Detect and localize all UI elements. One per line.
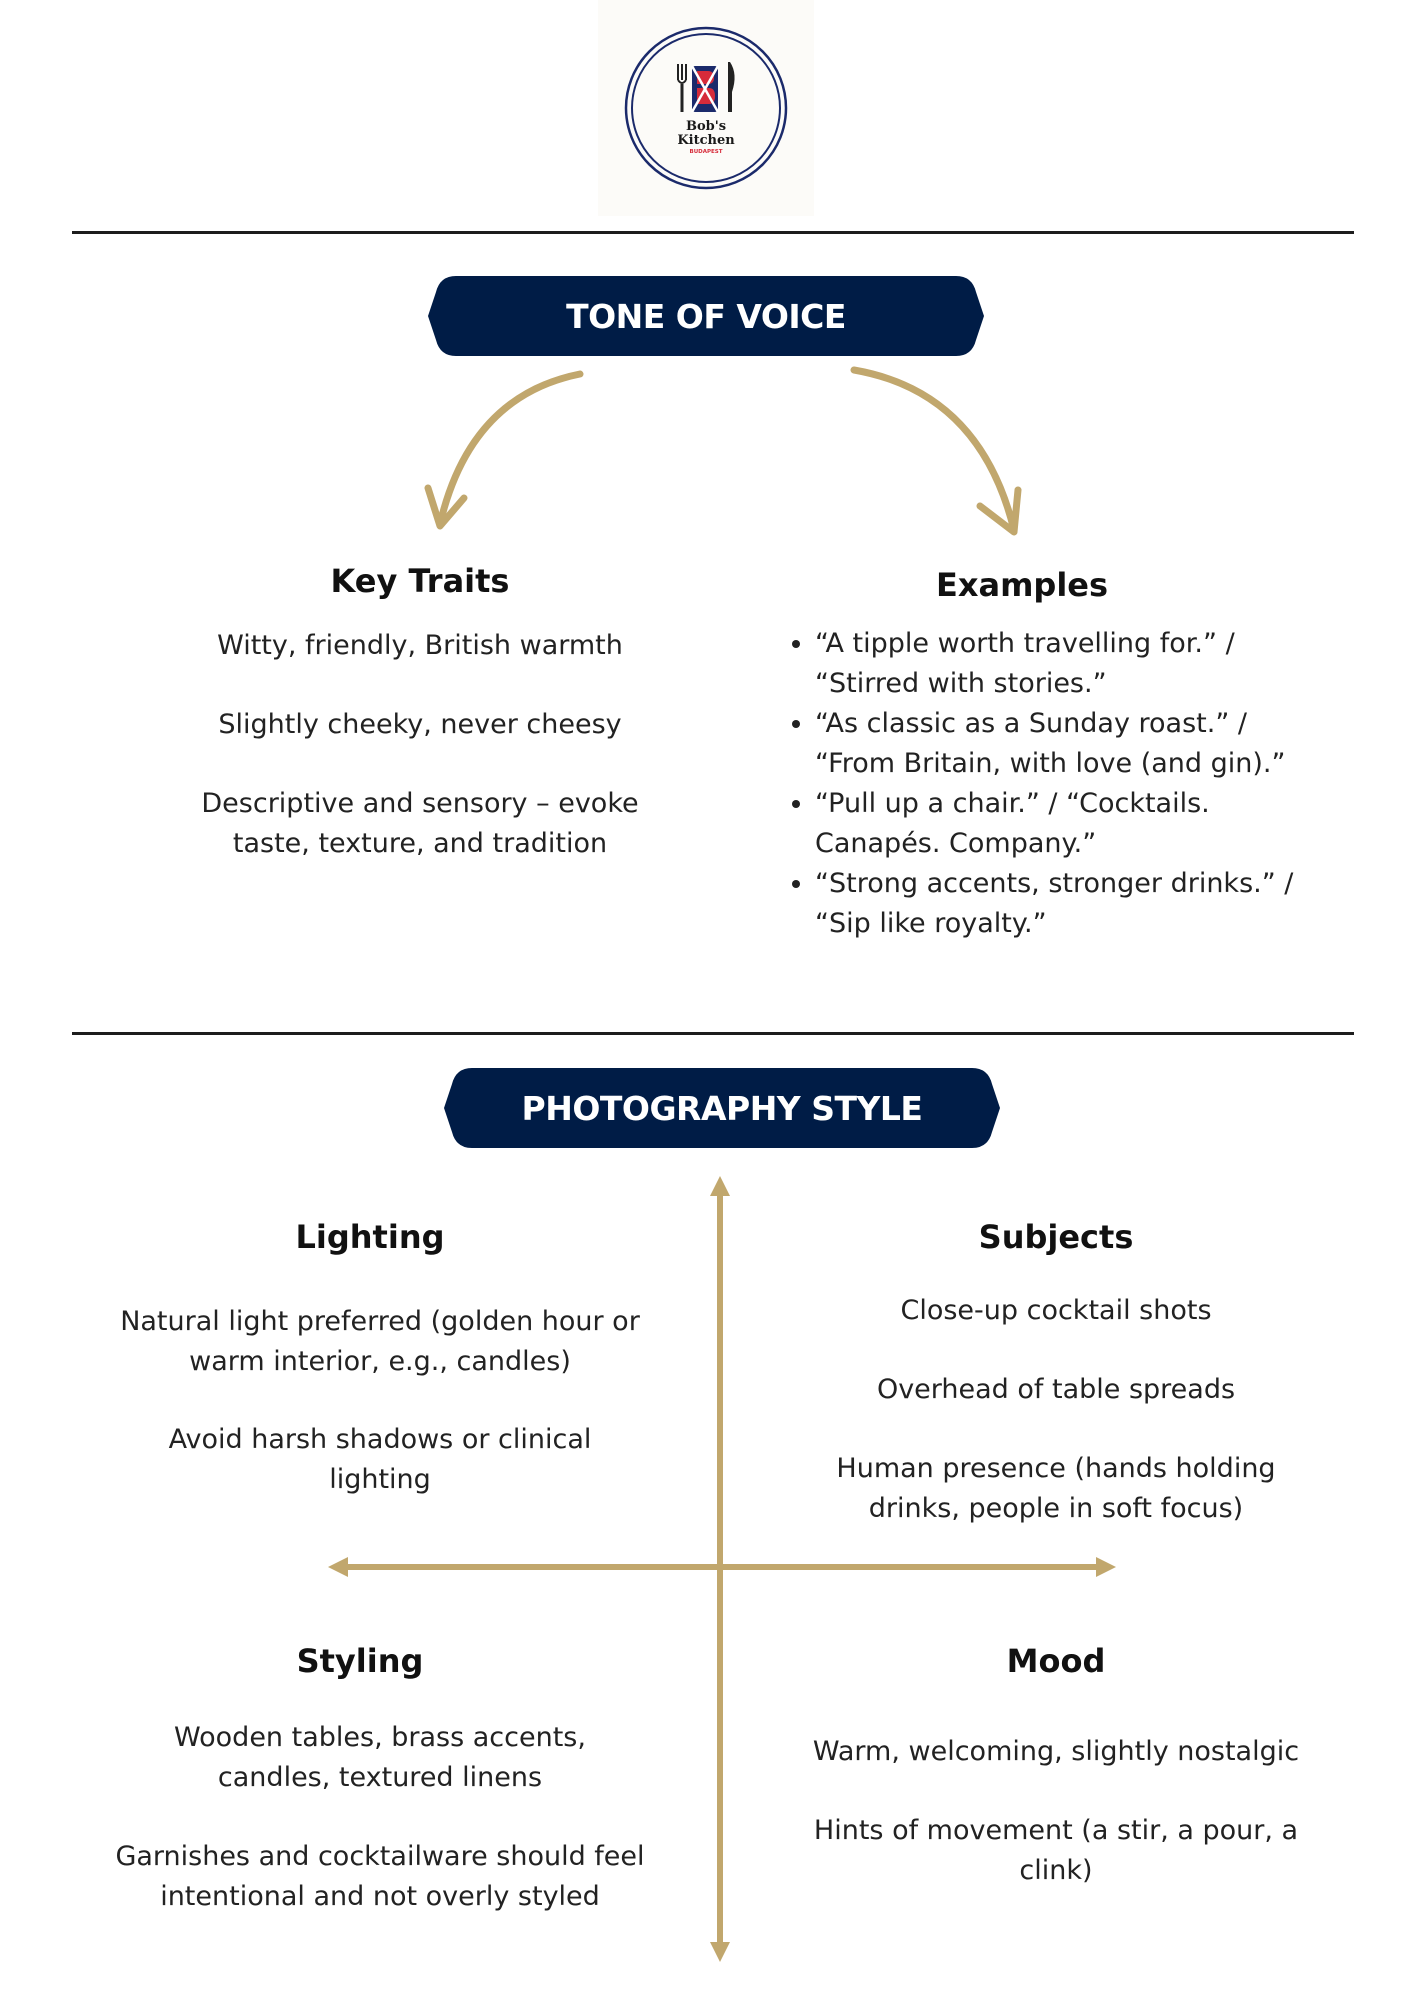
example-item: • “As classic as a Sunday roast.” / “From Britain, with love (and gin).” [815, 704, 1335, 784]
key-trait-item: Witty, friendly, British warmth [217, 630, 623, 661]
key-traits-heading: Key Traits [330, 562, 510, 600]
arrow-up-icon [710, 1176, 730, 1196]
lighting-heading: Lighting [295, 1218, 445, 1256]
photography-style-banner [444, 1068, 1000, 1148]
arrow-down-icon [710, 1942, 730, 1962]
curved-arrow-right-icon [854, 370, 1014, 530]
subjects-item: Close-up cocktail shots [900, 1295, 1212, 1326]
arrow-right-icon [1096, 1557, 1116, 1577]
styling-item: Garnishes and cocktailware should feel intentional and not overly styled [115, 1841, 645, 1912]
examples-heading: Examples [935, 566, 1109, 604]
subjects-item: Overhead of table spreads [876, 1374, 1236, 1405]
tone-of-voice-title: TONE OF VOICE [566, 296, 846, 336]
mood-heading: Mood [1006, 1642, 1106, 1680]
key-trait-item: Slightly cheeky, never cheesy [218, 709, 622, 740]
logo-line1: Bob's [685, 119, 727, 134]
key-trait-item: Descriptive and sensory – evoke taste, texture, and tradition [201, 788, 639, 859]
example-item: • “Strong accents, stronger drinks.” / “Sip like royalty.” [815, 864, 1335, 944]
mood-item: Hints of movement (a stir, a pour, a clink) [813, 1815, 1299, 1886]
example-item: • “Pull up a chair.” / “Cocktails. Canapés. Company.” [815, 784, 1335, 864]
example-item: • “A tipple worth travelling for.” / “Stirred with stories.” [815, 624, 1335, 704]
examples-list [779, 624, 1335, 944]
divider-middle [72, 1032, 1354, 1035]
subjects-heading: Subjects [978, 1218, 1134, 1256]
styling-item: Wooden tables, brass accents, candles, textured linens [174, 1722, 586, 1793]
arrow-left-icon [328, 1557, 348, 1577]
photography-style-title: PHOTOGRAPHY STYLE [521, 1088, 923, 1128]
styling-heading: Styling [296, 1642, 424, 1680]
logo-line2: Kitchen [677, 133, 735, 148]
lighting-item: Avoid harsh shadows or clinical lighting [168, 1424, 592, 1495]
lighting-item: Natural light preferred (golden hour or warm interior, e.g., candles) [120, 1306, 640, 1377]
subjects-item: Human presence (hands holding drinks, people in soft focus) [836, 1453, 1276, 1524]
mood-item: Warm, welcoming, slightly nostalgic [812, 1736, 1300, 1767]
logo-line3: BUDAPEST [689, 149, 723, 155]
